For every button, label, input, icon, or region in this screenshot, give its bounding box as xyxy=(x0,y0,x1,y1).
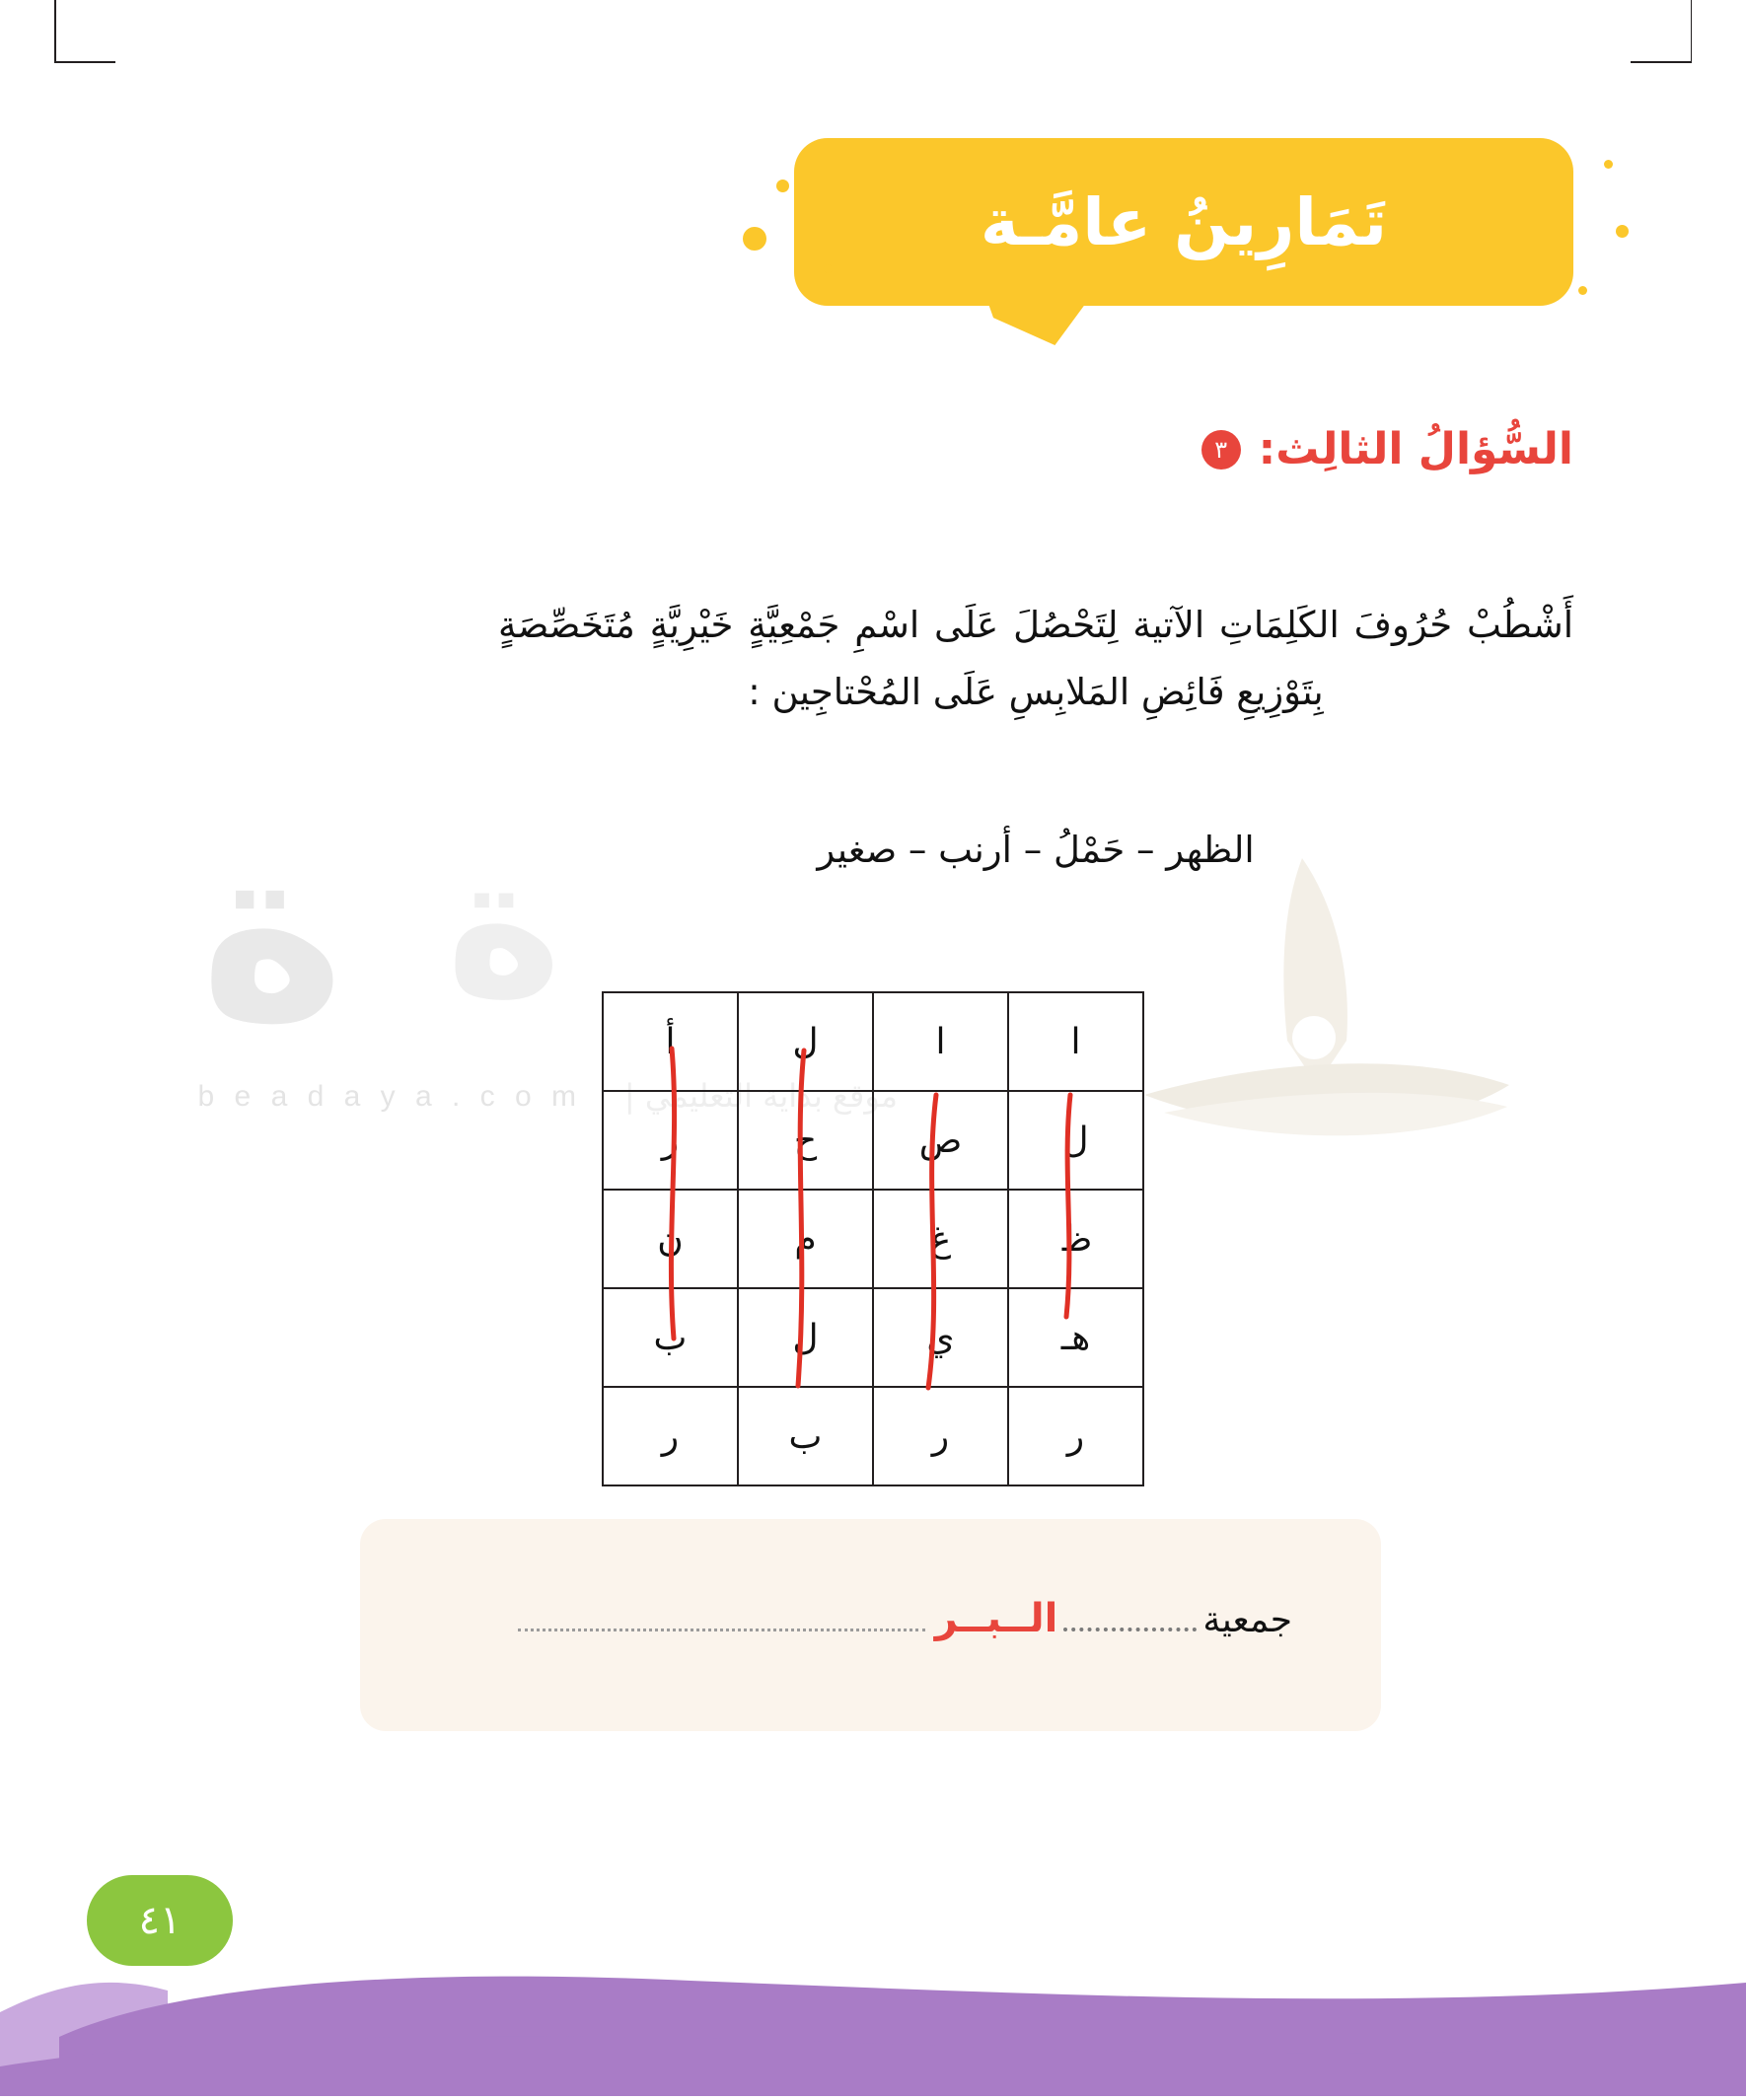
section-title-ribbon xyxy=(794,138,1573,355)
answer-box xyxy=(360,1519,1381,1731)
decor-dot-3 xyxy=(824,264,833,273)
grid-cell[interactable]: ن xyxy=(603,1190,738,1288)
grid-cell[interactable]: هـ xyxy=(1008,1288,1143,1387)
grid-cell[interactable]: ظ xyxy=(1008,1190,1143,1288)
grid-cell[interactable]: ي xyxy=(873,1288,1008,1387)
grid-cell[interactable]: ر xyxy=(1008,1387,1143,1485)
letter-grid-body xyxy=(603,992,1143,1485)
grid-cell[interactable]: ب xyxy=(603,1288,738,1387)
table-row xyxy=(603,1091,1143,1190)
grid-cell[interactable]: ر xyxy=(603,1387,738,1485)
grid-cell[interactable]: ر xyxy=(603,1091,738,1190)
letter-grid[interactable] xyxy=(602,991,1144,1486)
ribbon-body xyxy=(794,138,1573,306)
decor-dot-2 xyxy=(776,180,789,192)
answer-dots-leading xyxy=(1063,1627,1197,1631)
answer-line[interactable] xyxy=(508,1596,1292,1641)
grid-cell[interactable]: ل xyxy=(738,1288,873,1387)
grid-cell[interactable]: م xyxy=(738,1190,873,1288)
grid-cell[interactable]: ر xyxy=(873,1387,1008,1485)
grid-cell[interactable]: ص xyxy=(873,1091,1008,1190)
answer-label: جمعية xyxy=(1202,1600,1292,1640)
question-instruction: أَشْطُبْ حُرُوفَ الكَلِمَاتِ الآتية لِتَحْصُلَ عَلَى اسْمِ جَمْعِيَّةٍ خَيْرِيَّةٍ مُتَخَصِّصَةٍ بِتَوْزِيعِ فَائِضِ المَلابِسِ عَلَى المُحْتاجِين : xyxy=(498,604,1573,714)
word-list: الظهر – حَمْلُ – أرنب – صغير xyxy=(817,829,1255,871)
watermark-site: b e a d a y a . c o m xyxy=(197,1080,582,1113)
grid-cell[interactable]: أ xyxy=(603,992,738,1091)
question-number-badge: ٣ xyxy=(1201,430,1241,470)
decor-dot-5 xyxy=(1616,225,1629,238)
footer-decoration xyxy=(0,1864,1746,2096)
grid-cell[interactable]: ب xyxy=(738,1387,873,1485)
table-row xyxy=(603,1288,1143,1387)
answer-written-text: الــبــر xyxy=(934,1596,1058,1641)
watermark-arabic: موقع بداية التعليمي | xyxy=(623,1077,898,1115)
grid-cell[interactable]: ل xyxy=(738,992,873,1091)
grid-cell[interactable]: ا xyxy=(1008,992,1143,1091)
page-number-badge: ٤١ xyxy=(87,1875,233,1966)
page-title: السُّؤالُ الثالِث: xyxy=(1258,424,1573,474)
watermark-letter: ة xyxy=(199,788,345,1075)
question-heading xyxy=(1201,424,1573,474)
decor-dot-1 xyxy=(743,227,766,251)
grid-cell[interactable]: غ xyxy=(873,1190,1008,1288)
grid-cell[interactable]: ح xyxy=(738,1091,873,1190)
ribbon-title-text: تَمَارِينُ عامَّـة xyxy=(980,183,1388,260)
grid-cell[interactable]: ا xyxy=(873,992,1008,1091)
letter-grid-container xyxy=(0,991,1746,1486)
table-row xyxy=(603,1387,1143,1485)
grid-cell[interactable]: ل xyxy=(1008,1091,1143,1190)
watermark-letter-2: ة xyxy=(445,812,562,1042)
table-row xyxy=(603,1190,1143,1288)
table-row xyxy=(603,992,1143,1091)
decor-dot-6 xyxy=(1578,286,1587,295)
answer-dots-trailing xyxy=(518,1628,925,1631)
decor-dot-4 xyxy=(1604,160,1613,169)
